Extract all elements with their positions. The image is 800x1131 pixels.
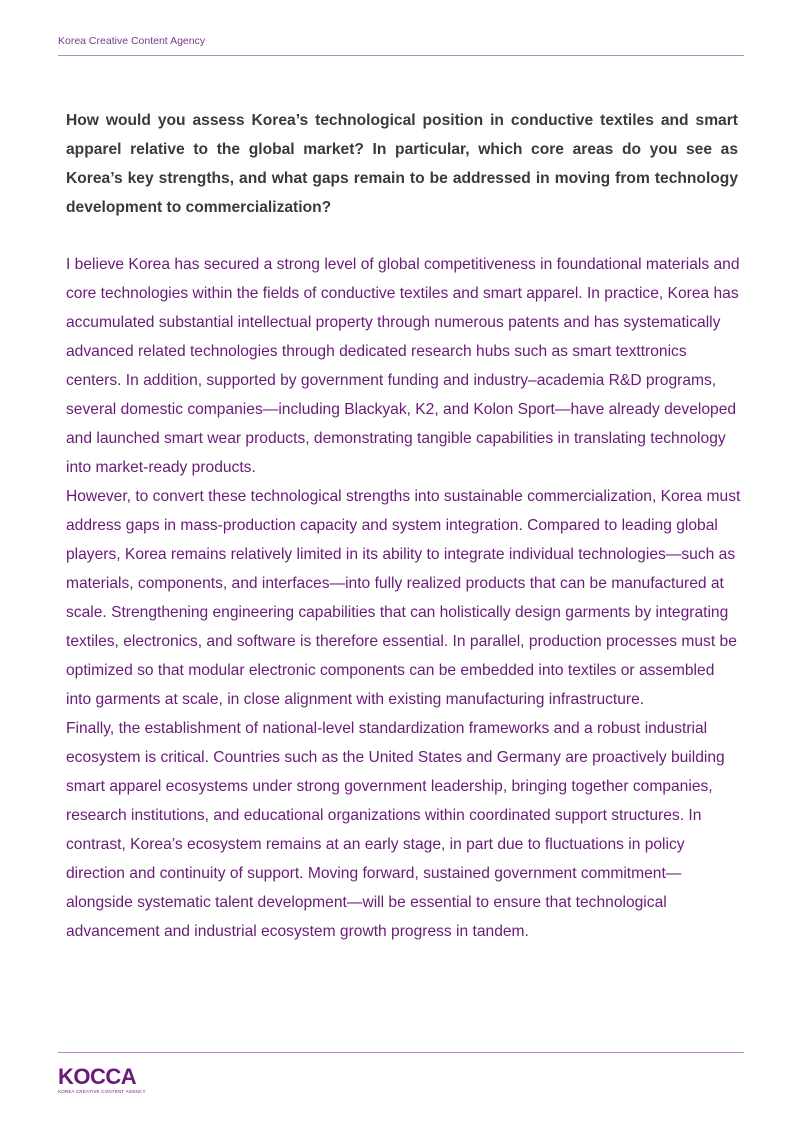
- kocca-logo: [58, 1066, 146, 1094]
- header-divider: [58, 55, 744, 56]
- answer-paragraph: However, to convert these technological strengths into sustainable commercialization, Korea must address gaps in mass-production capacity and system integration. Compared to leading global players, Korea remains relatively limited in its ability to integrate individual technologies—such as materials, components, and interfaces—into fully realized products that can be manufactured at scale. Strengthening engineering capabilities that can holistically design garments by integrating textiles, electronics, and software is therefore essential. In parallel, production processes must be optimized so that modular electronic components can be embedded into textiles or assembled into garments at scale, in close alignment with existing manufacturing infrastructure.: [66, 488, 741, 708]
- header-org-name: Korea Creative Content Agency: [58, 35, 206, 47]
- footer-divider: [58, 1052, 744, 1053]
- interview-question: How would you assess Korea’s technological position in conductive textiles and smart apparel relative to the global market? In particular, which core areas do you see as Korea’s key strengths, and what gaps remain to be addressed in moving from technology development to commercialization?: [66, 112, 738, 216]
- answer-paragraph: I believe Korea has secured a strong level of global competitiveness in foundational materials and core technologies within the fields of conductive textiles and smart apparel. In practice, Korea has accumulated substantial intellectual property through numerous patents and has systematically advanced related technologies through dedicated research hubs such as smart texttronics centers. In addition, supported by government funding and industry–academia R&D programs, several domestic companies—including Blackyak, K2, and Kolon Sport—have already developed and launched smart wear products, demonstrating tangible capabilities in translating technology into market-ready products.: [66, 256, 740, 476]
- interview-answer: [66, 250, 742, 946]
- logo-mark: KOCCA: [58, 1064, 137, 1089]
- logo-subtitle: KOREA CREATIVE CONTENT AGENCY: [58, 1089, 146, 1094]
- answer-paragraph: Finally, the establishment of national-level standardization frameworks and a robust industrial ecosystem is critical. Countries such as the United States and Germany are proactively building smart apparel ecosystems under strong government leadership, bringing together companies, research institutions, and educational organizations within coordinated support structures. In contrast, Korea’s ecosystem remains at an early stage, in part due to fluctuations in policy direction and continuity of support. Moving forward, sustained government commitment—alongside systematic talent development—will be essential to ensure that technological advancement and industrial ecosystem growth progress in tandem.: [66, 720, 725, 940]
